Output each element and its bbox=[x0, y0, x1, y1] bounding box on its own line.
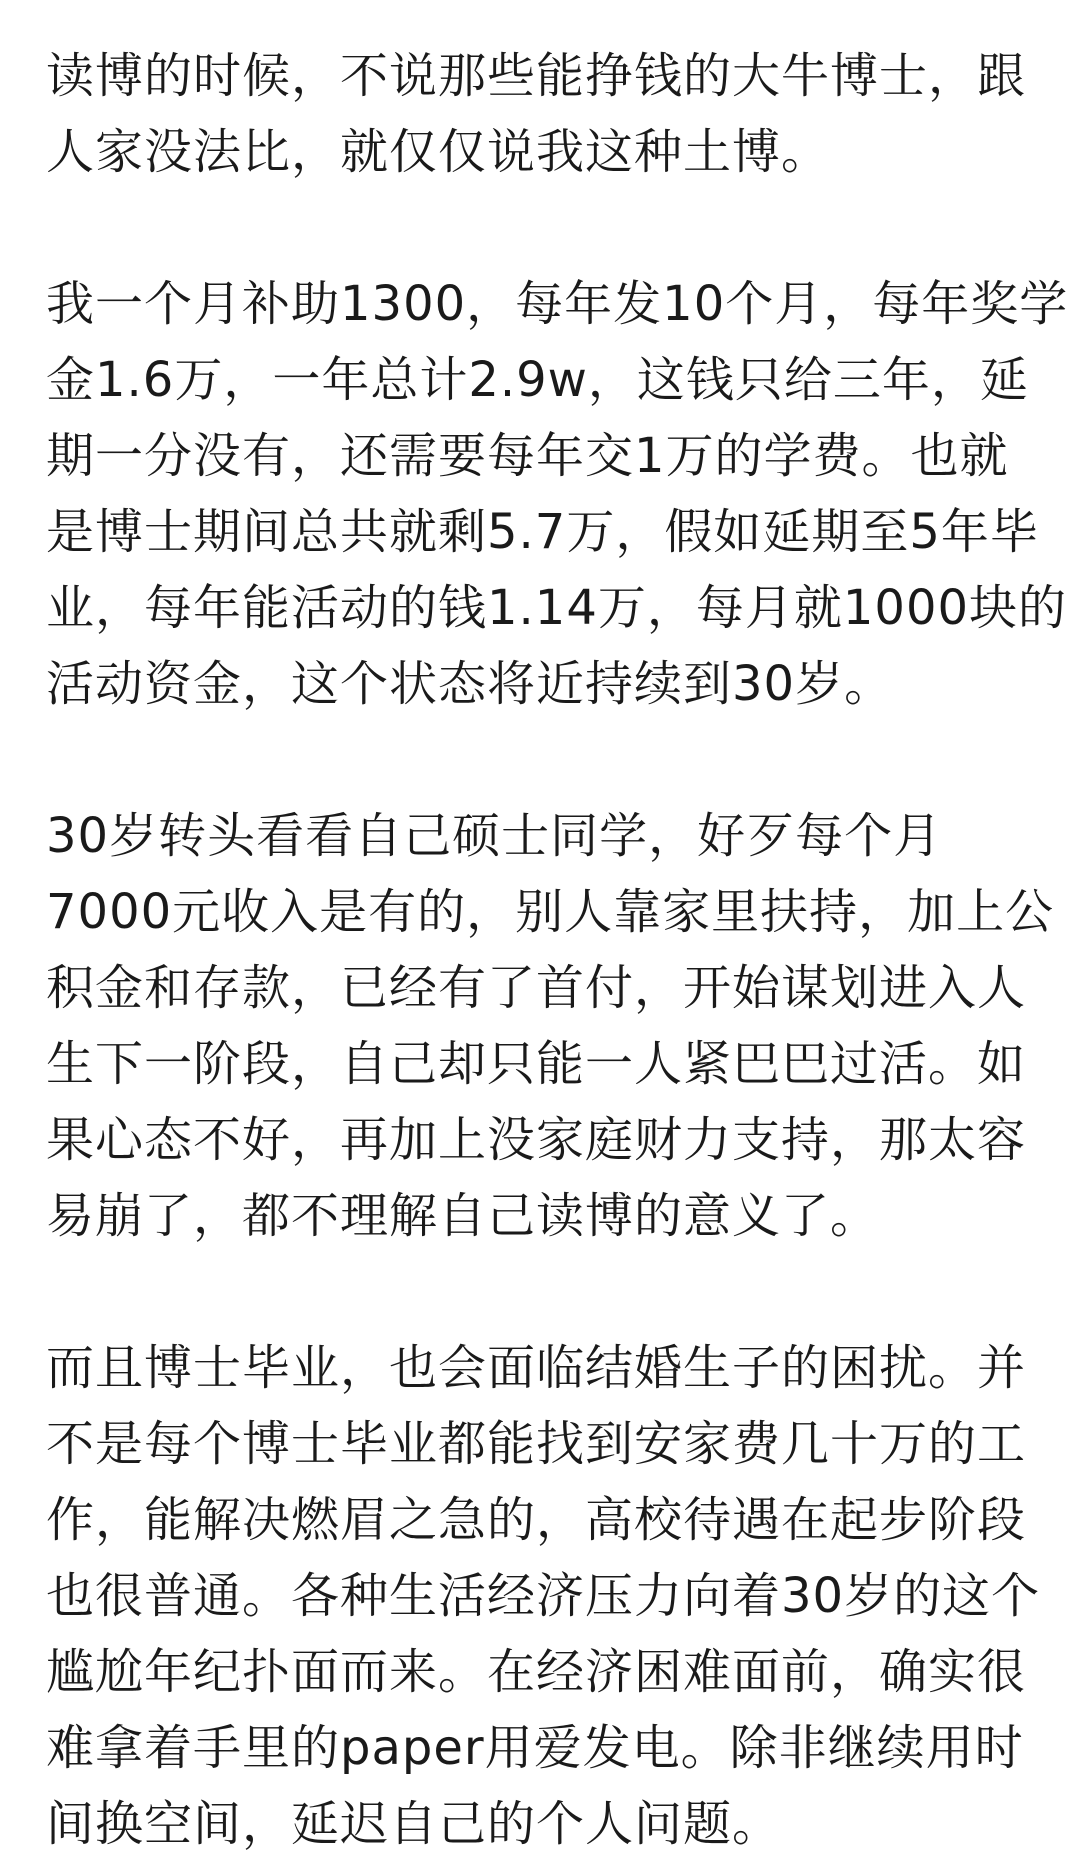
text-line: 人家没法比，就仅仅说我这种土博。 bbox=[46, 124, 831, 180]
text-line: 金1.6万，一年总计2.9w，这钱只给三年，延 bbox=[46, 352, 1029, 408]
text-line: 活动资金，这个状态将近持续到30岁。 bbox=[46, 656, 894, 712]
text-line: 我一个月补助1300，每年发10个月，每年奖学 bbox=[46, 276, 1069, 332]
text-line: 难拿着手里的paper用爱发电。除非继续用时 bbox=[46, 1720, 1024, 1776]
paragraph-3 bbox=[46, 798, 1080, 1254]
paragraph-1 bbox=[46, 38, 1080, 190]
text-line: 业，每年能活动的钱1.14万，每月就1000块的 bbox=[46, 580, 1068, 636]
text-line: 易崩了，都不理解自己读博的意义了。 bbox=[46, 1188, 880, 1244]
text-line: 7000元收入是有的，别人靠家里扶持，加上公 bbox=[46, 884, 1055, 940]
text-line: 读博的时候，不说那些能挣钱的大牛博士，跟 bbox=[46, 48, 1027, 104]
text-line: 果心态不好，再加上没家庭财力支持，那太容 bbox=[46, 1112, 1027, 1168]
text-line: 而且博士毕业，也会面临结婚生子的困扰。并 bbox=[46, 1340, 1027, 1396]
paragraph-2 bbox=[46, 266, 1080, 722]
text-line: 30岁转头看看自己硕士同学，好歹每个月 bbox=[46, 808, 943, 864]
text-line: 作，能解决燃眉之急的，高校待遇在起步阶段 bbox=[46, 1492, 1027, 1548]
paragraph-4 bbox=[46, 1330, 1080, 1862]
text-line: 尴尬年纪扑面而来。在经济困难面前，确实很 bbox=[46, 1644, 1027, 1700]
text-line: 生下一阶段，自己却只能一人紧巴巴过活。如 bbox=[46, 1036, 1027, 1092]
text-line: 期一分没有，还需要每年交1万的学费。也就 bbox=[46, 428, 1009, 484]
text-line: 是博士期间总共就剩5.7万，假如延期至5年毕 bbox=[46, 504, 1039, 560]
text-line: 不是每个博士毕业都能找到安家费几十万的工 bbox=[46, 1416, 1027, 1472]
text-line: 积金和存款，已经有了首付，开始谋划进入人 bbox=[46, 960, 1027, 1016]
text-line: 也很普通。各种生活经济压力向着30岁的这个 bbox=[46, 1568, 1041, 1624]
text-line: 间换空间，延迟自己的个人问题。 bbox=[46, 1796, 782, 1852]
